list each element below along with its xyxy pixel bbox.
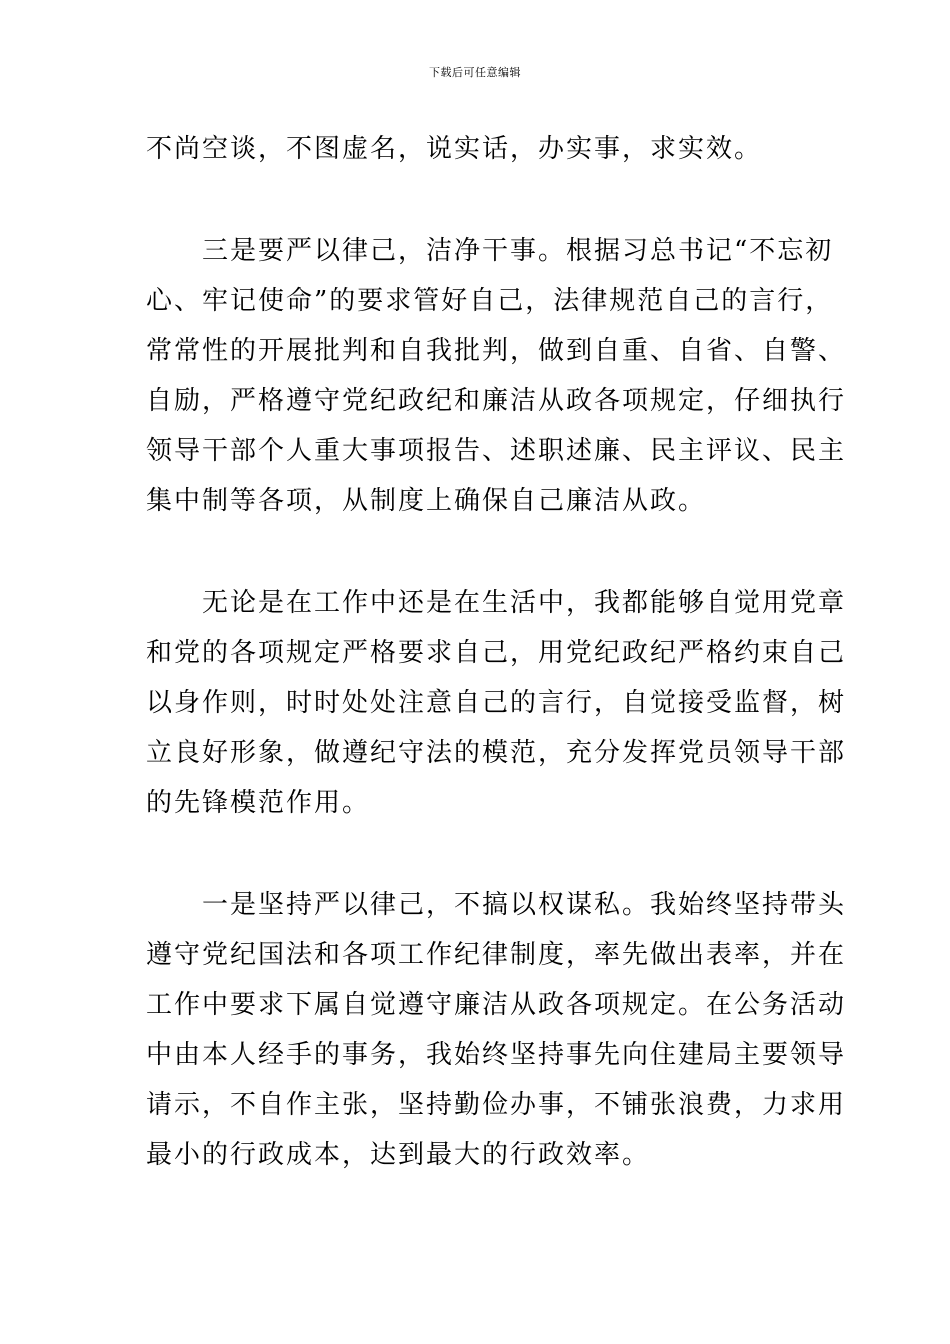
text-line: 一是坚持严以律己，不搞以权谋私。我始终坚持带头	[146, 890, 847, 920]
paragraph-2	[146, 226, 847, 526]
text-line: 的先锋模范作用。	[146, 788, 371, 818]
text-line: 不尚空谈，不图虚名，说实话，办实事，求实效。	[146, 134, 763, 164]
paragraph-1	[146, 124, 806, 174]
text-line: 请示，不自作主张，坚持勤俭办事，不铺张浪费，力求用	[146, 1090, 847, 1120]
text-line: 自励，严格遵守党纪政纪和廉洁从政各项规定，仔细执行	[146, 386, 847, 416]
paragraph-4	[146, 880, 847, 1180]
text-line: 和党的各项规定严格要求自己，用党纪政纪严格约束自己	[146, 638, 847, 668]
text-line: 无论是在工作中还是在生活中，我都能够自觉用党章	[146, 588, 847, 618]
text-line: 遵守党纪国法和各项工作纪律制度，率先做出表率，并在	[146, 940, 847, 970]
text-line: 工作中要求下属自觉遵守廉洁从政各项规定。在公务活动	[146, 990, 847, 1020]
paragraph-3	[146, 578, 847, 828]
text-line: 集中制等各项，从制度上确保自己廉洁从政。	[146, 486, 707, 516]
text-line: 心、牢记使命”的要求管好自己，法律规范自己的言行，	[146, 286, 834, 316]
page-header: 下载后可任意编辑	[429, 66, 521, 79]
text-line: 以身作则，时时处处注意自己的言行，自觉接受监督，树	[146, 688, 847, 718]
text-line: 三是要严以律己，洁净干事。根据习总书记“不忘初	[146, 236, 834, 266]
document-body	[146, 124, 847, 1180]
text-line: 常常性的开展批判和自我批判，做到自重、自省、自警、	[146, 336, 847, 366]
text-line: 中由本人经手的事务，我始终坚持事先向住建局主要领导	[146, 1040, 847, 1070]
text-line: 立良好形象，做遵纪守法的模范，充分发挥党员领导干部	[146, 738, 847, 768]
text-line: 领导干部个人重大事项报告、述职述廉、民主评议、民主	[146, 436, 847, 466]
text-line: 最小的行政成本，达到最大的行政效率。	[146, 1140, 651, 1170]
